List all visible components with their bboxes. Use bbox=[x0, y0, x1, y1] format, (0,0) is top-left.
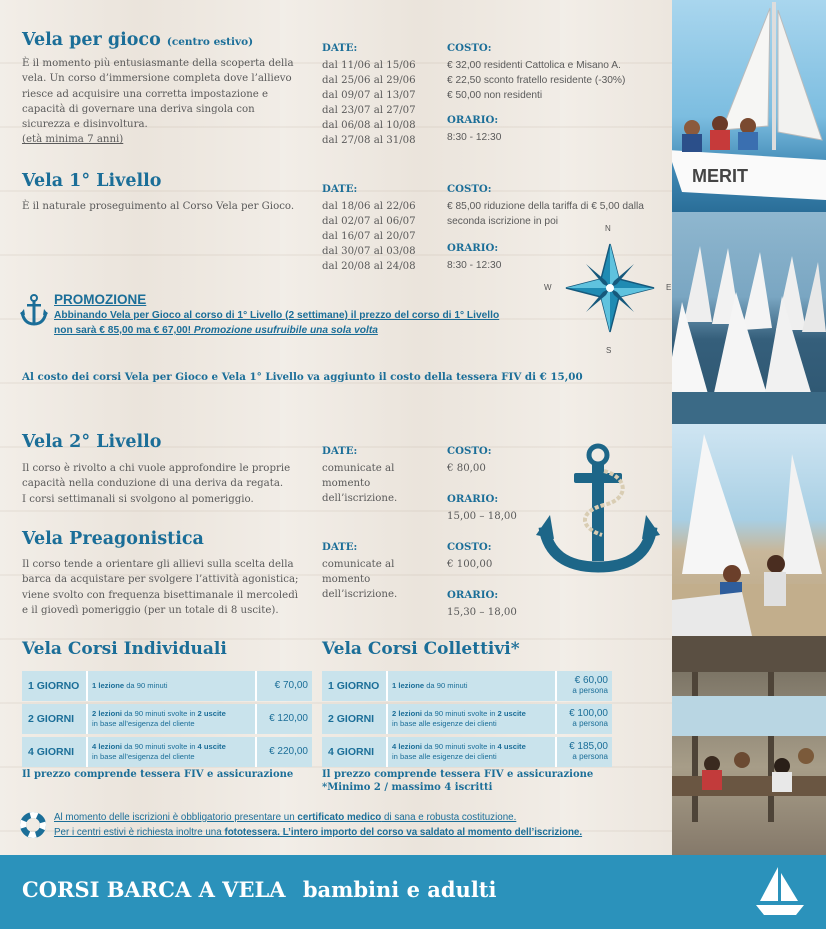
lessons-desc2: in base all’esigenza del cliente bbox=[92, 719, 195, 728]
title-vela-per-gioco bbox=[22, 30, 253, 50]
time-value: 8:30 - 12:30 bbox=[447, 260, 502, 271]
lessons-desc: da 90 minuti svolte in bbox=[421, 709, 498, 718]
costs-vela-2-livello bbox=[447, 444, 547, 524]
desc-cell bbox=[88, 704, 257, 734]
cost-label: COSTO: bbox=[447, 42, 492, 54]
date-item: dal 18/06 al 22/06 bbox=[322, 201, 416, 212]
cost-label: COSTO: bbox=[447, 183, 492, 195]
desc-line: I corsi settimanali si svolgono al pomeriggio. bbox=[22, 493, 254, 505]
cost-item: seconda iscrizione in poi bbox=[447, 216, 558, 227]
date-item: dal 16/07 al 20/07 bbox=[322, 231, 416, 242]
date-item: dell’iscrizione. bbox=[322, 589, 398, 600]
dates-vela-1-livello bbox=[322, 182, 442, 274]
footer-text: Per i centri estivi è richiesta inoltre una bbox=[54, 827, 225, 838]
footer-text: Al momento delle iscrizioni è obbligatorio presentare un bbox=[54, 812, 298, 823]
days-cell: 2 GIORNI bbox=[22, 704, 88, 734]
age-note: (età minima 7 anni) bbox=[22, 134, 124, 146]
desc-cell bbox=[88, 671, 257, 701]
desc-line: Il corso tende a orientare gli allievi sulla scelta della bbox=[22, 559, 294, 570]
table-row bbox=[322, 671, 612, 701]
date-item: dal 06/08 al 10/08 bbox=[322, 120, 416, 131]
date-label: DATE: bbox=[322, 183, 358, 195]
footer-note-line1 bbox=[54, 810, 614, 825]
lessons-count: 2 lezioni bbox=[392, 709, 422, 718]
promo-title: PROMOZIONE bbox=[54, 292, 147, 307]
outings-count: 4 uscite bbox=[197, 742, 226, 751]
banner-subtitle: bambini e adulti bbox=[302, 877, 497, 902]
promo-note: Promozione usufruibile una sola volta bbox=[193, 325, 378, 336]
price-value: € 185,00 bbox=[569, 741, 608, 752]
outings-count: 2 uscite bbox=[497, 709, 526, 718]
lessons-desc: da 90 minuti svolte in bbox=[421, 742, 498, 751]
lessons-count: 2 lezioni bbox=[92, 709, 122, 718]
desc-line: riesce ad acquisire una corretta impostazione e bbox=[22, 88, 269, 100]
cost-label: COSTO: bbox=[447, 541, 492, 553]
date-item: momento bbox=[322, 574, 371, 585]
lessons-count: 4 lezioni bbox=[92, 742, 122, 751]
lessons-desc2: in base alle esigenze dei clienti bbox=[392, 752, 497, 761]
date-item: dal 09/07 al 13/07 bbox=[322, 90, 416, 101]
date-item: dal 27/08 al 31/08 bbox=[322, 135, 416, 146]
price-unit: a persona bbox=[572, 719, 608, 728]
days-cell: 1 GIORNO bbox=[22, 671, 88, 701]
desc-line: viene svolto con frequenza bisettimanale il mercoledì bbox=[22, 589, 298, 601]
desc-vela-preagonistica bbox=[22, 557, 317, 618]
collettivi-note-line2: *Minimo 2 / massimo 4 iscritti bbox=[322, 782, 493, 793]
time-label: ORARIO: bbox=[447, 493, 499, 505]
price-cell: € 70,00 bbox=[257, 671, 312, 701]
desc-line: capacità di governare una deriva singola con bbox=[22, 103, 255, 115]
price-cell bbox=[557, 671, 612, 701]
date-item: dal 30/07 al 03/08 bbox=[322, 246, 416, 257]
sailboat-icon bbox=[752, 863, 808, 919]
photo-sailboat-crew bbox=[672, 0, 826, 212]
cost-item: € 50,00 non residenti bbox=[447, 90, 543, 101]
table-row bbox=[322, 737, 612, 767]
outings-count: 2 uscite bbox=[197, 709, 226, 718]
section-subtitle: (centro estivo) bbox=[166, 36, 254, 48]
date-item: dal 02/07 al 06/07 bbox=[322, 216, 416, 227]
desc-line: barca da acquistare per svolgere l’attività agonistica; bbox=[22, 574, 299, 586]
days-cell: 1 GIORNO bbox=[322, 671, 388, 701]
price-cell: € 120,00 bbox=[257, 704, 312, 734]
collettivi-note bbox=[322, 768, 593, 794]
table-row bbox=[22, 704, 312, 734]
desc-line: vela. Un corso d’immersione completa dove l’allievo bbox=[22, 73, 292, 85]
title-vela-preagonistica: Vela Preagonistica bbox=[22, 529, 204, 549]
compass-w: W bbox=[544, 283, 552, 292]
dates-vela-preagonistica bbox=[322, 540, 432, 602]
dates-vela-2-livello bbox=[322, 444, 432, 506]
price-cell bbox=[557, 704, 612, 734]
photo-beach-boats bbox=[672, 424, 826, 636]
desc-vela-1-livello: È il naturale proseguimento al Corso Vela per Gioco. bbox=[22, 201, 295, 212]
date-item: comunicate al bbox=[322, 559, 395, 570]
compass-e: E bbox=[666, 283, 672, 292]
time-value: 8:30 - 12:30 bbox=[447, 132, 502, 143]
section-title: Vela per gioco bbox=[22, 30, 161, 50]
price-value: € 60,00 bbox=[574, 675, 608, 686]
price-cell bbox=[557, 737, 612, 767]
lessons-count: 4 lezioni bbox=[392, 742, 422, 751]
price-unit: a persona bbox=[572, 752, 608, 761]
photo-clubhouse bbox=[672, 636, 826, 855]
price-cell: € 220,00 bbox=[257, 737, 312, 767]
collettivi-note-line1: Il prezzo comprende tessera FIV e assicurazione bbox=[322, 769, 594, 780]
days-cell: 4 GIORNI bbox=[22, 737, 88, 767]
footer-note bbox=[54, 810, 614, 840]
cost-item: € 22,50 sconto fratello residente (-30%) bbox=[447, 75, 626, 86]
desc-cell bbox=[388, 671, 557, 701]
date-item: dal 25/06 al 29/06 bbox=[322, 75, 416, 86]
tessera-note: Al costo dei corsi Vela per Gioco e Vela 1° Livello va aggiunto il costo della tessera FIV di € 15,00 bbox=[22, 371, 583, 383]
title-corsi-collettivi: Vela Corsi Collettivi* bbox=[322, 639, 520, 659]
time-value: 15,00 – 18,00 bbox=[447, 511, 517, 522]
dates-vela-per-gioco bbox=[322, 41, 442, 148]
desc-vela-2-livello bbox=[22, 461, 312, 507]
desc-cell bbox=[388, 704, 557, 734]
desc-line: È il momento più entusiasmante della scoperta della bbox=[22, 58, 294, 69]
lessons-count: 1 lezione bbox=[392, 681, 425, 690]
desc-line: Il corso è rivolto a chi vuole approfondire le proprie bbox=[22, 463, 291, 474]
compass-s: S bbox=[606, 346, 612, 355]
promo-block bbox=[54, 292, 574, 338]
lessons-count: 1 lezione bbox=[92, 681, 125, 690]
time-label: ORARIO: bbox=[447, 242, 499, 254]
svg-text:MERIT: MERIT bbox=[692, 166, 748, 186]
desc-vela-per-gioco bbox=[22, 56, 297, 148]
footer-bold: . L’intero importo del corso va saldato al momento dell’iscrizione. bbox=[277, 827, 583, 838]
title-corsi-individuali: Vela Corsi Individuali bbox=[22, 639, 227, 659]
cost-label: COSTO: bbox=[447, 445, 492, 457]
promo-line1: Abbinando Vela per Gioco al corso di 1° Livello (2 settimane) il prezzo del corso di 1° Livello bbox=[54, 310, 500, 321]
lifebuoy-icon bbox=[20, 812, 46, 838]
title-vela-2-livello: Vela 2° Livello bbox=[22, 432, 162, 452]
lessons-desc: da 90 minuti bbox=[424, 681, 468, 690]
banner-text bbox=[22, 877, 496, 902]
time-label: ORARIO: bbox=[447, 114, 499, 126]
cost-value: € 100,00 bbox=[447, 559, 493, 570]
footer-bold: certificato medico bbox=[297, 812, 382, 823]
cost-item: € 32,00 residenti Cattolica e Misano A. bbox=[447, 60, 621, 71]
outings-count: 4 uscite bbox=[497, 742, 526, 751]
date-item: dal 11/06 al 15/06 bbox=[322, 60, 416, 71]
photo-column bbox=[672, 0, 826, 855]
date-item: dal 23/07 al 27/07 bbox=[322, 105, 416, 116]
desc-cell bbox=[88, 737, 257, 767]
photo-regatta bbox=[672, 212, 826, 424]
anchor-icon bbox=[20, 294, 48, 326]
compass-n: N bbox=[605, 224, 611, 233]
table-row bbox=[22, 671, 312, 701]
lessons-desc2: in base all’esigenza del cliente bbox=[92, 752, 195, 761]
cost-value: € 80,00 bbox=[447, 463, 486, 474]
date-label: DATE: bbox=[322, 445, 358, 457]
time-label: ORARIO: bbox=[447, 589, 499, 601]
price-unit: a persona bbox=[572, 686, 608, 695]
table-row bbox=[22, 737, 312, 767]
desc-line: sicurezza e disinvoltura. bbox=[22, 119, 148, 131]
days-cell: 2 GIORNI bbox=[322, 704, 388, 734]
footer-bold: fototessera bbox=[224, 827, 278, 838]
large-anchor-icon bbox=[536, 443, 660, 573]
cost-item: € 85,00 riduzione della tariffa di € 5,00 dalla bbox=[447, 201, 644, 212]
time-value: 15,30 – 18,00 bbox=[447, 607, 517, 618]
date-item: momento bbox=[322, 478, 371, 489]
lessons-desc: da 90 minuti svolte in bbox=[121, 709, 198, 718]
footer-note-line2 bbox=[54, 825, 614, 840]
desc-cell bbox=[388, 737, 557, 767]
promo-line2 bbox=[54, 323, 574, 338]
date-item: comunicate al bbox=[322, 463, 395, 474]
banner-title: CORSI BARCA A VELA bbox=[22, 877, 286, 902]
lessons-desc: da 90 minuti svolte in bbox=[121, 742, 198, 751]
date-item: dal 20/08 al 24/08 bbox=[322, 261, 416, 272]
date-label: DATE: bbox=[322, 42, 358, 54]
table-corsi-collettivi bbox=[322, 668, 612, 770]
lessons-desc2: in base alle esigenze dei clienti bbox=[392, 719, 497, 728]
price-value: € 100,00 bbox=[569, 708, 608, 719]
desc-line: capacità nella conduzione di una deriva da regata. bbox=[22, 478, 284, 490]
individuali-note: Il prezzo comprende tessera FIV e assicurazione bbox=[22, 769, 294, 780]
table-row bbox=[322, 704, 612, 734]
title-vela-1-livello: Vela 1° Livello bbox=[22, 171, 162, 191]
lessons-desc: da 90 minuti bbox=[124, 681, 168, 690]
costs-vela-per-gioco bbox=[447, 41, 672, 145]
promo-price: non sarà € 85,00 ma € 67,00! bbox=[54, 325, 192, 336]
footer-banner bbox=[0, 855, 826, 929]
costs-vela-preagonistica bbox=[447, 540, 547, 620]
date-item: dell’iscrizione. bbox=[322, 493, 398, 504]
table-corsi-individuali bbox=[22, 668, 312, 770]
days-cell: 4 GIORNI bbox=[322, 737, 388, 767]
footer-text: di sana e robusta costituzione. bbox=[381, 812, 517, 823]
date-label: DATE: bbox=[322, 541, 358, 553]
desc-line: e il giovedì pomeriggio (per un totale di 8 uscite). bbox=[22, 604, 279, 616]
